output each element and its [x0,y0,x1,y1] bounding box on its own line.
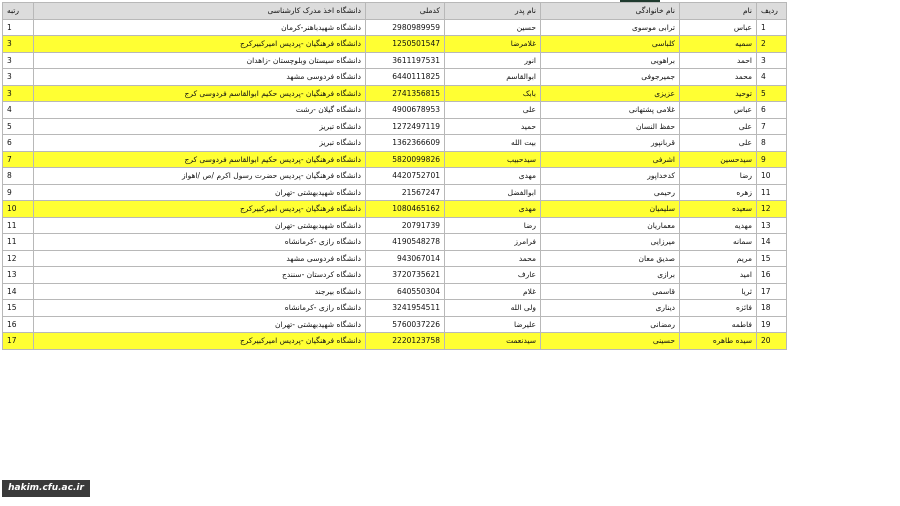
table-row [3,217,787,234]
cell-father-name: مهدی [445,168,541,185]
cell-father-name: سیدنعمت [445,333,541,350]
cell-family-name: برازی [541,267,680,284]
cell-father-name: رضا [445,217,541,234]
cell-father-name: محمد [445,250,541,267]
table-row [3,316,787,333]
cell-first-name: توحید [680,85,757,102]
cell-first-name: عباس [680,102,757,119]
cell-first-name: زهره [680,184,757,201]
cell-national-code: 1080465162 [366,201,445,218]
table-row [3,19,787,36]
cell-father-name: بابک [445,85,541,102]
table-row [3,250,787,267]
cell-national-code: 2220123758 [366,333,445,350]
cell-father-name: حمید [445,118,541,135]
cell-rank: 11 [3,234,34,251]
cell-row-index: 11 [757,184,787,201]
cell-father-name: بیت الله [445,135,541,152]
cell-family-name: سلیمیان [541,201,680,218]
cell-first-name: احمد [680,52,757,69]
cell-university: دانشگاه فرهنگیان -پردیس حکیم ابوالقاسم فردوسی کرج [34,151,366,168]
cell-father-name: عارف [445,267,541,284]
cell-national-code: 20791739 [366,217,445,234]
cell-rank: 3 [3,85,34,102]
cell-family-name: معماریان [541,217,680,234]
table-header-row [3,3,787,20]
cell-father-name: حسین [445,19,541,36]
cell-university: دانشگاه بیرجند [34,283,366,300]
cell-first-name: سعیده [680,201,757,218]
cell-row-index: 16 [757,267,787,284]
cell-family-name: حفظ النسان [541,118,680,135]
cell-first-name: علی [680,118,757,135]
table-row [3,201,787,218]
cell-national-code: 2980989959 [366,19,445,36]
cell-national-code: 21567247 [366,184,445,201]
cell-row-index: 15 [757,250,787,267]
table-row [3,85,787,102]
cell-father-name: ولی الله [445,300,541,317]
cell-university: دانشگاه فرهنگیان -پردیس امیرکبیرکرج [34,333,366,350]
cell-national-code: 6440111825 [366,69,445,86]
cell-row-index: 12 [757,201,787,218]
cell-family-name: قربانپور [541,135,680,152]
cell-family-name: میرزایی [541,234,680,251]
cell-family-name: رحیمی [541,184,680,201]
cell-row-index: 8 [757,135,787,152]
cell-university: دانشگاه شهیدباهنر-کرمان [34,19,366,36]
cell-rank: 4 [3,102,34,119]
cell-rank: 3 [3,52,34,69]
cell-family-name: عزیزی [541,85,680,102]
cell-national-code: 4420752701 [366,168,445,185]
table-row [3,267,787,284]
cell-row-index: 1 [757,19,787,36]
cell-national-code: 943067014 [366,250,445,267]
cell-rank: 7 [3,151,34,168]
cell-first-name: مریم [680,250,757,267]
cell-rank: 15 [3,300,34,317]
table-row [3,234,787,251]
cell-university: دانشگاه کردستان -سنندج [34,267,366,284]
header-first-name: نام [680,3,757,20]
cell-rank: 12 [3,250,34,267]
table-row [3,333,787,350]
cell-father-name: علیرضا [445,316,541,333]
cell-rank: 1 [3,19,34,36]
cell-first-name: فائزه [680,300,757,317]
cell-rank: 3 [3,69,34,86]
cell-row-index: 19 [757,316,787,333]
cell-first-name: امید [680,267,757,284]
cell-rank: 16 [3,316,34,333]
table-body [3,19,787,349]
cell-university: دانشگاه رازی -کرمانشاه [34,300,366,317]
cell-father-name: سیدحبیب [445,151,541,168]
header-father-name: نام پدر [445,3,541,20]
table-row [3,69,787,86]
header-row-index: ردیف [757,3,787,20]
cell-family-name: رمضانی [541,316,680,333]
cell-family-name: براهویی [541,52,680,69]
cell-national-code: 1250501547 [366,36,445,53]
cell-father-name: مهدی [445,201,541,218]
cell-row-index: 5 [757,85,787,102]
cell-national-code: 4190548278 [366,234,445,251]
cell-university: دانشگاه فرهنگیان -پردیس حضرت رسول اکرم /ص /اهواز [34,168,366,185]
cell-first-name: علی [680,135,757,152]
cell-first-name: محمد [680,69,757,86]
cell-first-name: سیده طاهره [680,333,757,350]
cell-university: دانشگاه فرهنگیان -پردیس امیرکبیرکرج [34,201,366,218]
cell-row-index: 17 [757,283,787,300]
cell-national-code: 640550304 [366,283,445,300]
cell-rank: 13 [3,267,34,284]
cell-row-index: 7 [757,118,787,135]
cell-father-name: غلامرضا [445,36,541,53]
table-row [3,151,787,168]
cell-national-code: 2741356815 [366,85,445,102]
cell-family-name: صدیق معان [541,250,680,267]
cell-rank: 5 [3,118,34,135]
cell-family-name: غلامی پشتهانی [541,102,680,119]
cell-first-name: سمانه [680,234,757,251]
cell-university: دانشگاه شهیدبهشتی -تهران [34,184,366,201]
table-row [3,102,787,119]
cell-rank: 8 [3,168,34,185]
cell-national-code: 1362366609 [366,135,445,152]
cell-first-name: سیدحسین [680,151,757,168]
results-table [2,2,787,350]
table-row [3,36,787,53]
cell-national-code: 3611197531 [366,52,445,69]
cell-university: دانشگاه تبریز [34,135,366,152]
cell-row-index: 20 [757,333,787,350]
header-family-name: نام خانوادگی [541,3,680,20]
cell-row-index: 6 [757,102,787,119]
cell-university: دانشگاه تبریز [34,118,366,135]
table-row [3,184,787,201]
cell-row-index: 2 [757,36,787,53]
site-watermark: hakim.cfu.ac.ir [2,480,90,497]
cell-national-code: 3241954511 [366,300,445,317]
cell-national-code: 1272497119 [366,118,445,135]
cell-row-index: 3 [757,52,787,69]
cell-first-name: عباس [680,19,757,36]
cell-father-name: انور [445,52,541,69]
cell-father-name: ابوالفضل [445,184,541,201]
cell-rank: 3 [3,36,34,53]
cell-university: دانشگاه فرهنگیان -پردیس حکیم ابوالقاسم فردوسی کرج [34,85,366,102]
cell-rank: 17 [3,333,34,350]
cell-first-name: مهدیه [680,217,757,234]
table-row [3,52,787,69]
cell-row-index: 4 [757,69,787,86]
cell-rank: 14 [3,283,34,300]
cell-family-name: جمیرجوفی [541,69,680,86]
cell-university: دانشگاه فردوسی مشهد [34,250,366,267]
cell-father-name: فرامرز [445,234,541,251]
cell-first-name: رضا [680,168,757,185]
table-row [3,118,787,135]
cell-family-name: کدخداپور [541,168,680,185]
header-rank: رتبه [3,3,34,20]
header-university: دانشگاه اخذ مدرک کارشناسی [34,3,366,20]
cell-rank: 9 [3,184,34,201]
cell-first-name: سمیه [680,36,757,53]
cell-first-name: فاطمه [680,316,757,333]
cell-university: دانشگاه شهیدبهشتی -تهران [34,217,366,234]
table-row [3,283,787,300]
cell-family-name: کلباسی [541,36,680,53]
cell-national-code: 5820099826 [366,151,445,168]
table-row [3,135,787,152]
cell-family-name: ترابی موسوی [541,19,680,36]
cell-father-name: ابوالقاسم [445,69,541,86]
cell-family-name: حسینی [541,333,680,350]
cell-father-name: غلام [445,283,541,300]
cell-father-name: علی [445,102,541,119]
cell-university: دانشگاه شهیدبهشتی -تهران [34,316,366,333]
cell-family-name: اشرفی [541,151,680,168]
cell-university: دانشگاه سیستان وبلوچستان -زاهدان [34,52,366,69]
table-row [3,168,787,185]
cell-rank: 11 [3,217,34,234]
cell-family-name: دیناری [541,300,680,317]
cell-university: دانشگاه رازی -کرمانشاه [34,234,366,251]
cell-university: دانشگاه گیلان -رشت [34,102,366,119]
cell-university: دانشگاه فردوسی مشهد [34,69,366,86]
cell-row-index: 13 [757,217,787,234]
cell-family-name: قاسمی [541,283,680,300]
cell-rank: 6 [3,135,34,152]
cell-row-index: 9 [757,151,787,168]
cell-national-code: 5760037226 [366,316,445,333]
cell-row-index: 10 [757,168,787,185]
cell-national-code: 3720735621 [366,267,445,284]
cell-row-index: 18 [757,300,787,317]
cell-row-index: 14 [757,234,787,251]
cell-national-code: 4900678953 [366,102,445,119]
cell-first-name: ثریا [680,283,757,300]
header-national-code: کدملی [366,3,445,20]
cell-rank: 10 [3,201,34,218]
table-row [3,300,787,317]
cell-university: دانشگاه فرهنگیان -پردیس امیرکبیرکرج [34,36,366,53]
